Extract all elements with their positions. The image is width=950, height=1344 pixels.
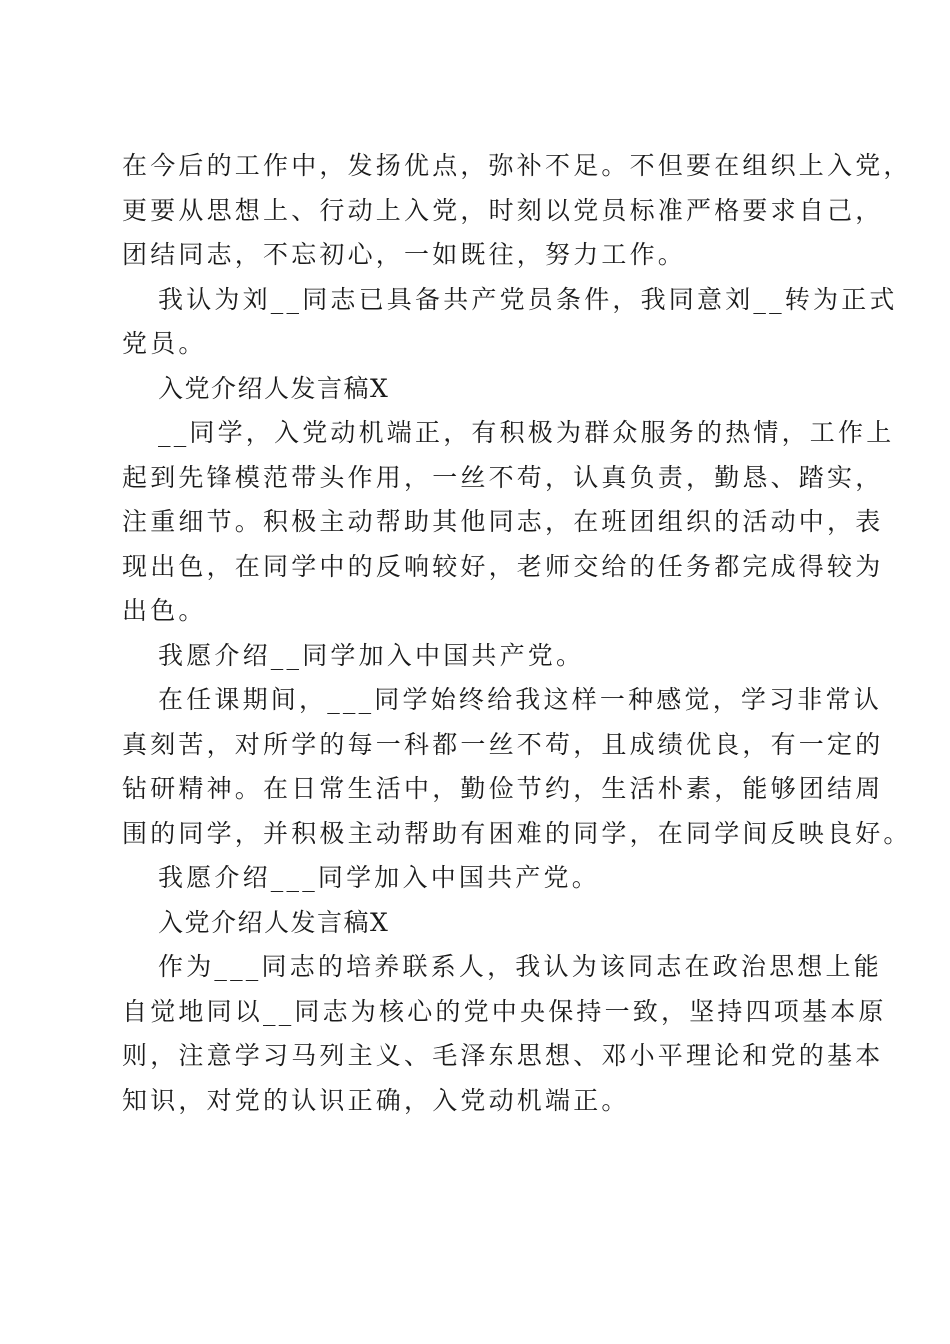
text-line: 党员。 (122, 329, 207, 358)
text-line: __同学，入党动机端正，有积极为群众服务的热情，工作上 (158, 418, 895, 447)
text-line: 钻研精神。在日常生活中，勤俭节约，生活朴素，能够团结周 (122, 774, 884, 803)
text-line: 作为___同志的培养联系人，我认为该同志在政治思想上能 (158, 952, 882, 981)
text-line: 我认为刘__同志已具备共产党员条件，我同意刘__转为正式 (158, 284, 898, 314)
section-heading (122, 901, 840, 946)
text-line: 围的同学，并积极主动帮助有困难的同学，在同学间反映良好。 (122, 818, 912, 848)
text-line: 起到先锋模范带头作用，一丝不苟，认真负责，勤恳、踏实， (122, 462, 884, 492)
paragraph-conclusion (122, 278, 898, 367)
section-heading (122, 367, 840, 412)
text-line: 自觉地同以__同志为核心的党中央保持一致，坚持四项基本原 (122, 996, 887, 1026)
paragraph-recommendation (122, 634, 840, 679)
text-line: 出色。 (122, 596, 207, 625)
paragraph-closing-remarks (122, 144, 912, 278)
paragraph-teacher-evaluation (122, 678, 912, 856)
paragraph-student-evaluation (122, 411, 895, 634)
text-line: 注重细节。积极主动帮助其他同志，在班团组织的活动中，表 (122, 507, 884, 536)
text-line: 现出色，在同学中的反响较好，老师交给的任务都完成得较为 (122, 551, 884, 581)
text-line: 知识，对党的认识正确，入党动机端正。 (122, 1085, 630, 1115)
text-line: 在任课期间，___同学始终给我这样一种感觉，学习非常认 (158, 685, 882, 714)
paragraph-liaison-evaluation (122, 945, 887, 1123)
heading-text: 入党介绍人发言稿X (158, 373, 390, 403)
heading-text: 入党介绍人发言稿X (158, 907, 390, 937)
text-line: 在今后的工作中，发扬优点，弥补不足。不但要在组织上入党， (122, 151, 912, 180)
text-line: 则，注意学习马列主义、毛泽东思想、邓小平理论和党的基本 (122, 1041, 884, 1070)
document-body (122, 144, 912, 1123)
text-line: 团结同志，不忘初心，一如既往，努力工作。 (122, 240, 687, 269)
text-line: 更要从思想上、行动上入党，时刻以党员标准严格要求自己， (122, 195, 884, 225)
paragraph-recommendation (122, 856, 840, 901)
text-line: 我愿介绍___同学加入中国共产党。 (158, 863, 600, 892)
text-line: 我愿介绍__同学加入中国共产党。 (158, 640, 585, 670)
text-line: 真刻苦，对所学的每一科都一丝不苟，且成绩优良，有一定的 (122, 729, 884, 759)
